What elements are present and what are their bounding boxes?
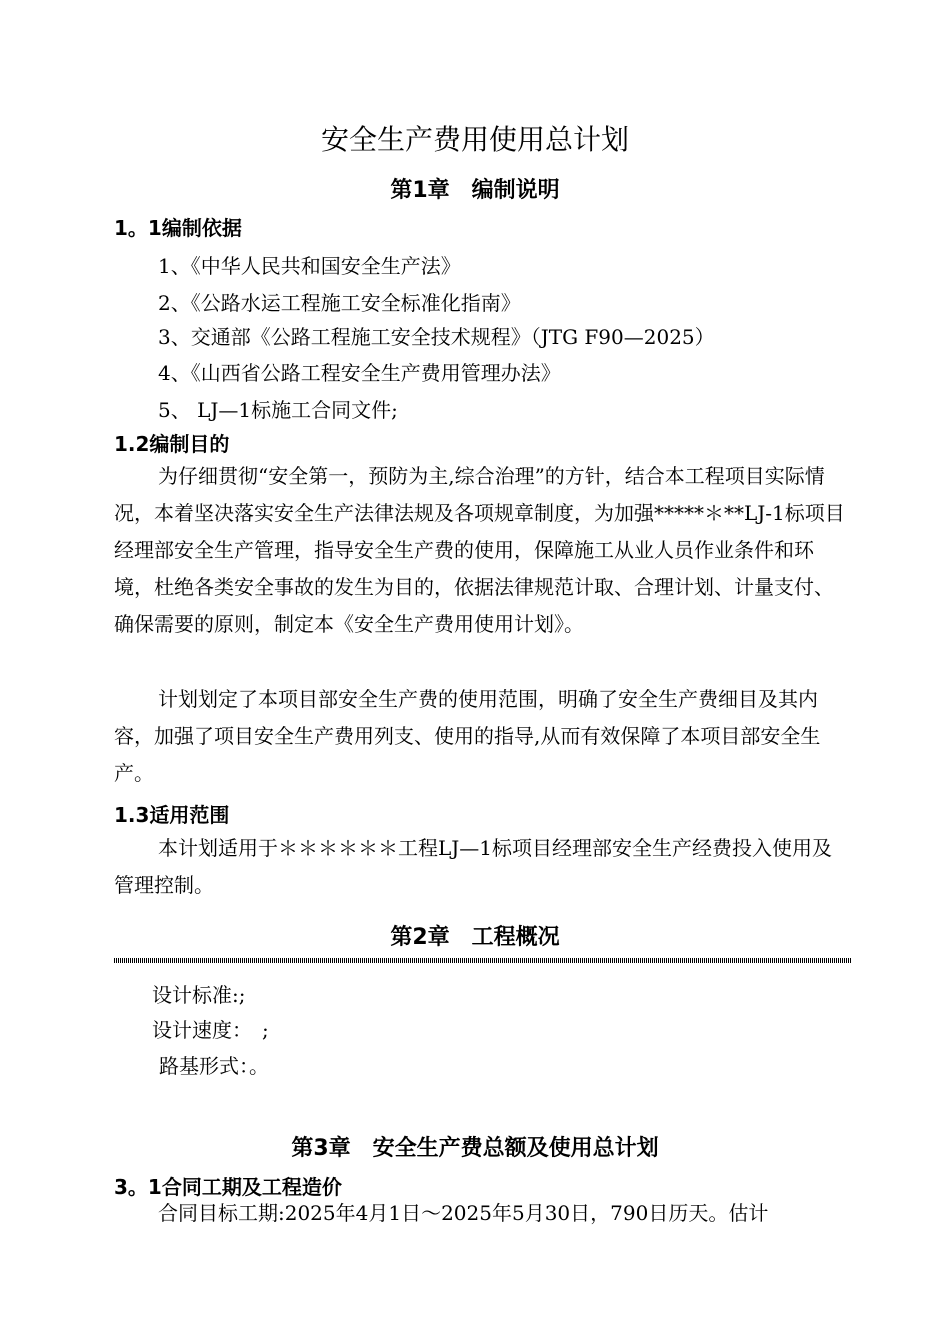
subgrade-form-line: 路基形式：。: [159, 1054, 269, 1078]
design-speed-line: 设计速度： ;: [152, 1018, 269, 1042]
chapter-2-heading: 第2章 工程概况: [390, 925, 560, 950]
purpose-paragraph-2-text: 计划划定了本项目部安全生产费的使用范围，明确了安全生产费细目及其内容，加强了项目安全生产费用列支、使用的指导,从而有效保障了本项目部安全生产。: [114, 687, 821, 785]
contract-period-line: 合同目标工期:2025年4月1日～2025年5月30日，790日历天。估计: [158, 1201, 769, 1225]
purpose-paragraph-1-text: 为仔细贯彻“安全第一，预防为主,综合治理”的方针，结合本工程项目实际情况，本着坚决落实安全生产法律法规及各项规章制度，为加强*****＊**LJ-1标项目经理部安全生产管理，指导安全生产费的使用，保障施工从业人员作业条件和环境，杜绝各类安全事故的发生为目的，依据法律规范计取、合理计划、计量支付、确保需要的原则，制定本《安全生产费用使用计划》。: [114, 464, 845, 636]
purpose-paragraph-2: [114, 681, 852, 792]
basis-item-1: 1、《中华人民共和国安全生产法》: [158, 254, 461, 278]
section-1-3-heading: 1.3适用范围: [114, 803, 230, 827]
section-1-2-heading: 1.2编制目的: [114, 432, 230, 456]
section-1-1-heading: 1。1编制依据: [114, 216, 242, 240]
document-title: 安全生产费用使用总计划: [320, 123, 629, 156]
chapter-3-heading: 第3章 安全生产费总额及使用总计划: [291, 1136, 659, 1161]
basis-item-3: 3、交通部《公路工程施工安全技术规程》（JTG F90—2025）: [158, 325, 715, 349]
purpose-paragraph-1: [114, 458, 852, 643]
basis-item-2: 2、《公路水运工程施工安全标准化指南》: [158, 291, 521, 315]
basis-item-5: 5、 LJ—1标施工合同文件;: [158, 398, 398, 422]
design-standard-line: 设计标准:;: [152, 983, 246, 1007]
scope-paragraph: [114, 830, 852, 904]
section-3-1-heading: 3。1合同工期及工程造价: [114, 1175, 342, 1199]
chapter-1-heading: 第1章 编制说明: [390, 178, 560, 203]
chapter-2-divider: [114, 958, 852, 963]
basis-item-4: 4、《山西省公路工程安全生产费用管理办法》: [158, 361, 561, 385]
scope-paragraph-text: 本计划适用于＊＊＊＊＊＊工程LJ—1标项目经理部安全生产经费投入使用及管理控制。: [114, 836, 833, 897]
